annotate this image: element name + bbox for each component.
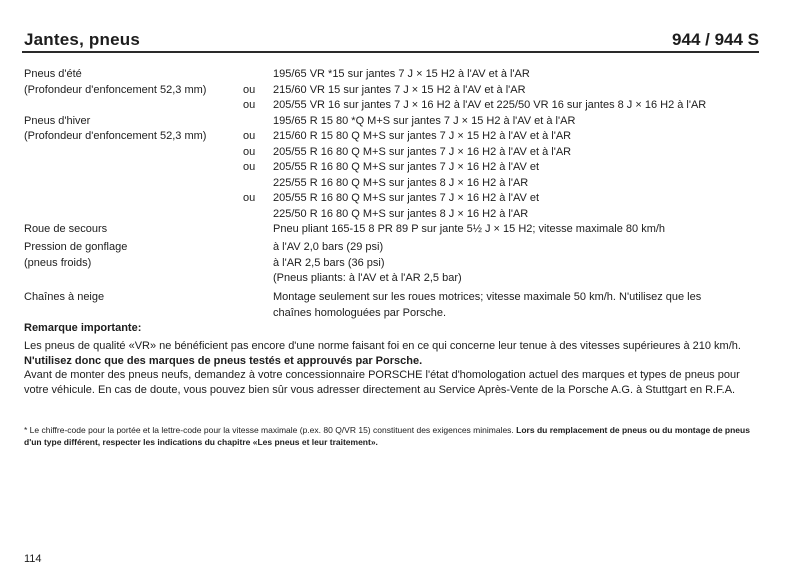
summer-tyres-values: 195/65 VR *15 sur jantes 7 J × 15 H2 à l'AV et à l'AR 215/60 VR 15 sur jantes 7 J × 15 H2 à l'AV et à l'AR 205/55 VR 16 sur jantes 7 J × 16 H2 à l'AV et 225/50 VR 16 sur jantes 8 J × 16 H2 à l'AR <box>273 68 707 111</box>
spec-table <box>24 67 764 321</box>
spec-row-snow-chains <box>24 290 764 321</box>
footnote <box>24 424 759 448</box>
spec-row-winter-tyres <box>24 114 764 223</box>
remark-text-1: Les pneus de qualité «VR» ne bénéficient pas encore d'une norme faisant foi en ce qui concerne leur tenue à des vitesses supérieures à 210 km/h. <box>24 340 741 352</box>
winter-or-column: ou ou ou ou <box>243 130 256 204</box>
spec-row-tyre-pressure <box>24 240 764 290</box>
spare-wheel-value: Pneu pliant 165-15 8 PR 89 P sur jante 5½ J × 15 H2; vitesse maximale 80 km/h <box>273 223 666 235</box>
remark-body <box>24 339 757 397</box>
page-number: 114 <box>24 553 42 565</box>
spare-wheel-label: Roue de secours <box>24 223 108 235</box>
summer-or-column: ou ou <box>243 83 256 111</box>
snow-chains-values: Montage seulement sur les roues motrices; vitesse maximale 50 km/h. N'utilisez que les chaînes homologuées par Porsche. <box>273 291 702 319</box>
footnote-text: * Le chiffre-code pour la portée et la lettre-code pour la vitesse maximale (p.ex. 80 Q/VR 15) constituent des exigences minimales. <box>24 425 514 435</box>
tyre-pressure-label: Pression de gonflage (pneus froids) <box>24 241 128 269</box>
header-divider <box>22 51 759 53</box>
winter-tyres-values: 195/65 R 15 80 *Q M+S sur jantes 7 J × 15 H2 à l'AV et à l'AR 215/60 R 15 80 Q M+S sur jantes 7 J × 15 H2 à l'AV et à l'AR 205/55 R 16 80 Q M+S sur jantes 7 J × 16 H2 à l'AV et à l'AR 205/55 R 16 80 Q M+S sur jantes 7 J × 16 H2 à l'AV et 225/55 R 16 80 Q M+S sur jantes 8 J × 16 H2 à l'AR 205/55 R 16 80 Q M+S sur jantes 7 J × 16 H2 à l'AV et 225/50 R 16 80 Q M+S sur jantes 8 J × 16 H2 à l'AR <box>273 114 576 220</box>
summer-tyres-label: Pneus d'été (Profondeur d'enfoncement 52,3 mm) <box>24 68 207 96</box>
tyre-pressure-values: à l'AV 2,0 bars (29 psi) à l'AR 2,5 bars (36 psi) (Pneus pliants: à l'AV et à l'AR 2,5 bar) <box>273 241 462 284</box>
footnote-text-bold: Lors du remplacement de pneus ou du montage de pneus d'un type différent, respecter les indications du chapitre «Les pneus et leur traitement». <box>24 425 750 447</box>
winter-tyres-label: Pneus d'hiver (Profondeur d'enfoncement 52,3 mm) <box>24 114 207 142</box>
snow-chains-label: Chaînes à neige <box>24 291 105 303</box>
remark-text-2: Avant de monter des pneus neufs, demandez à votre concessionnaire PORSCHE l'état d'homologation actuel des marques et types de pneus pour votre véhicule. En cas de doute, vous pouvez bien sûr vous adresser directement au Service Après-Vente de la Porsche A.G. à Stuttgart en R.F.A. <box>24 369 740 396</box>
remark-heading: Remarque importante: <box>24 322 142 334</box>
spec-row-spare-wheel <box>24 222 764 240</box>
page-title: Jantes, pneus <box>24 30 140 49</box>
remark-text-bold: N'utilisez donc que des marques de pneus testés et approuvés par Porsche. <box>24 354 423 367</box>
model-designation: 944 / 944 S <box>672 30 759 49</box>
spec-row-summer-tyres <box>24 67 764 114</box>
